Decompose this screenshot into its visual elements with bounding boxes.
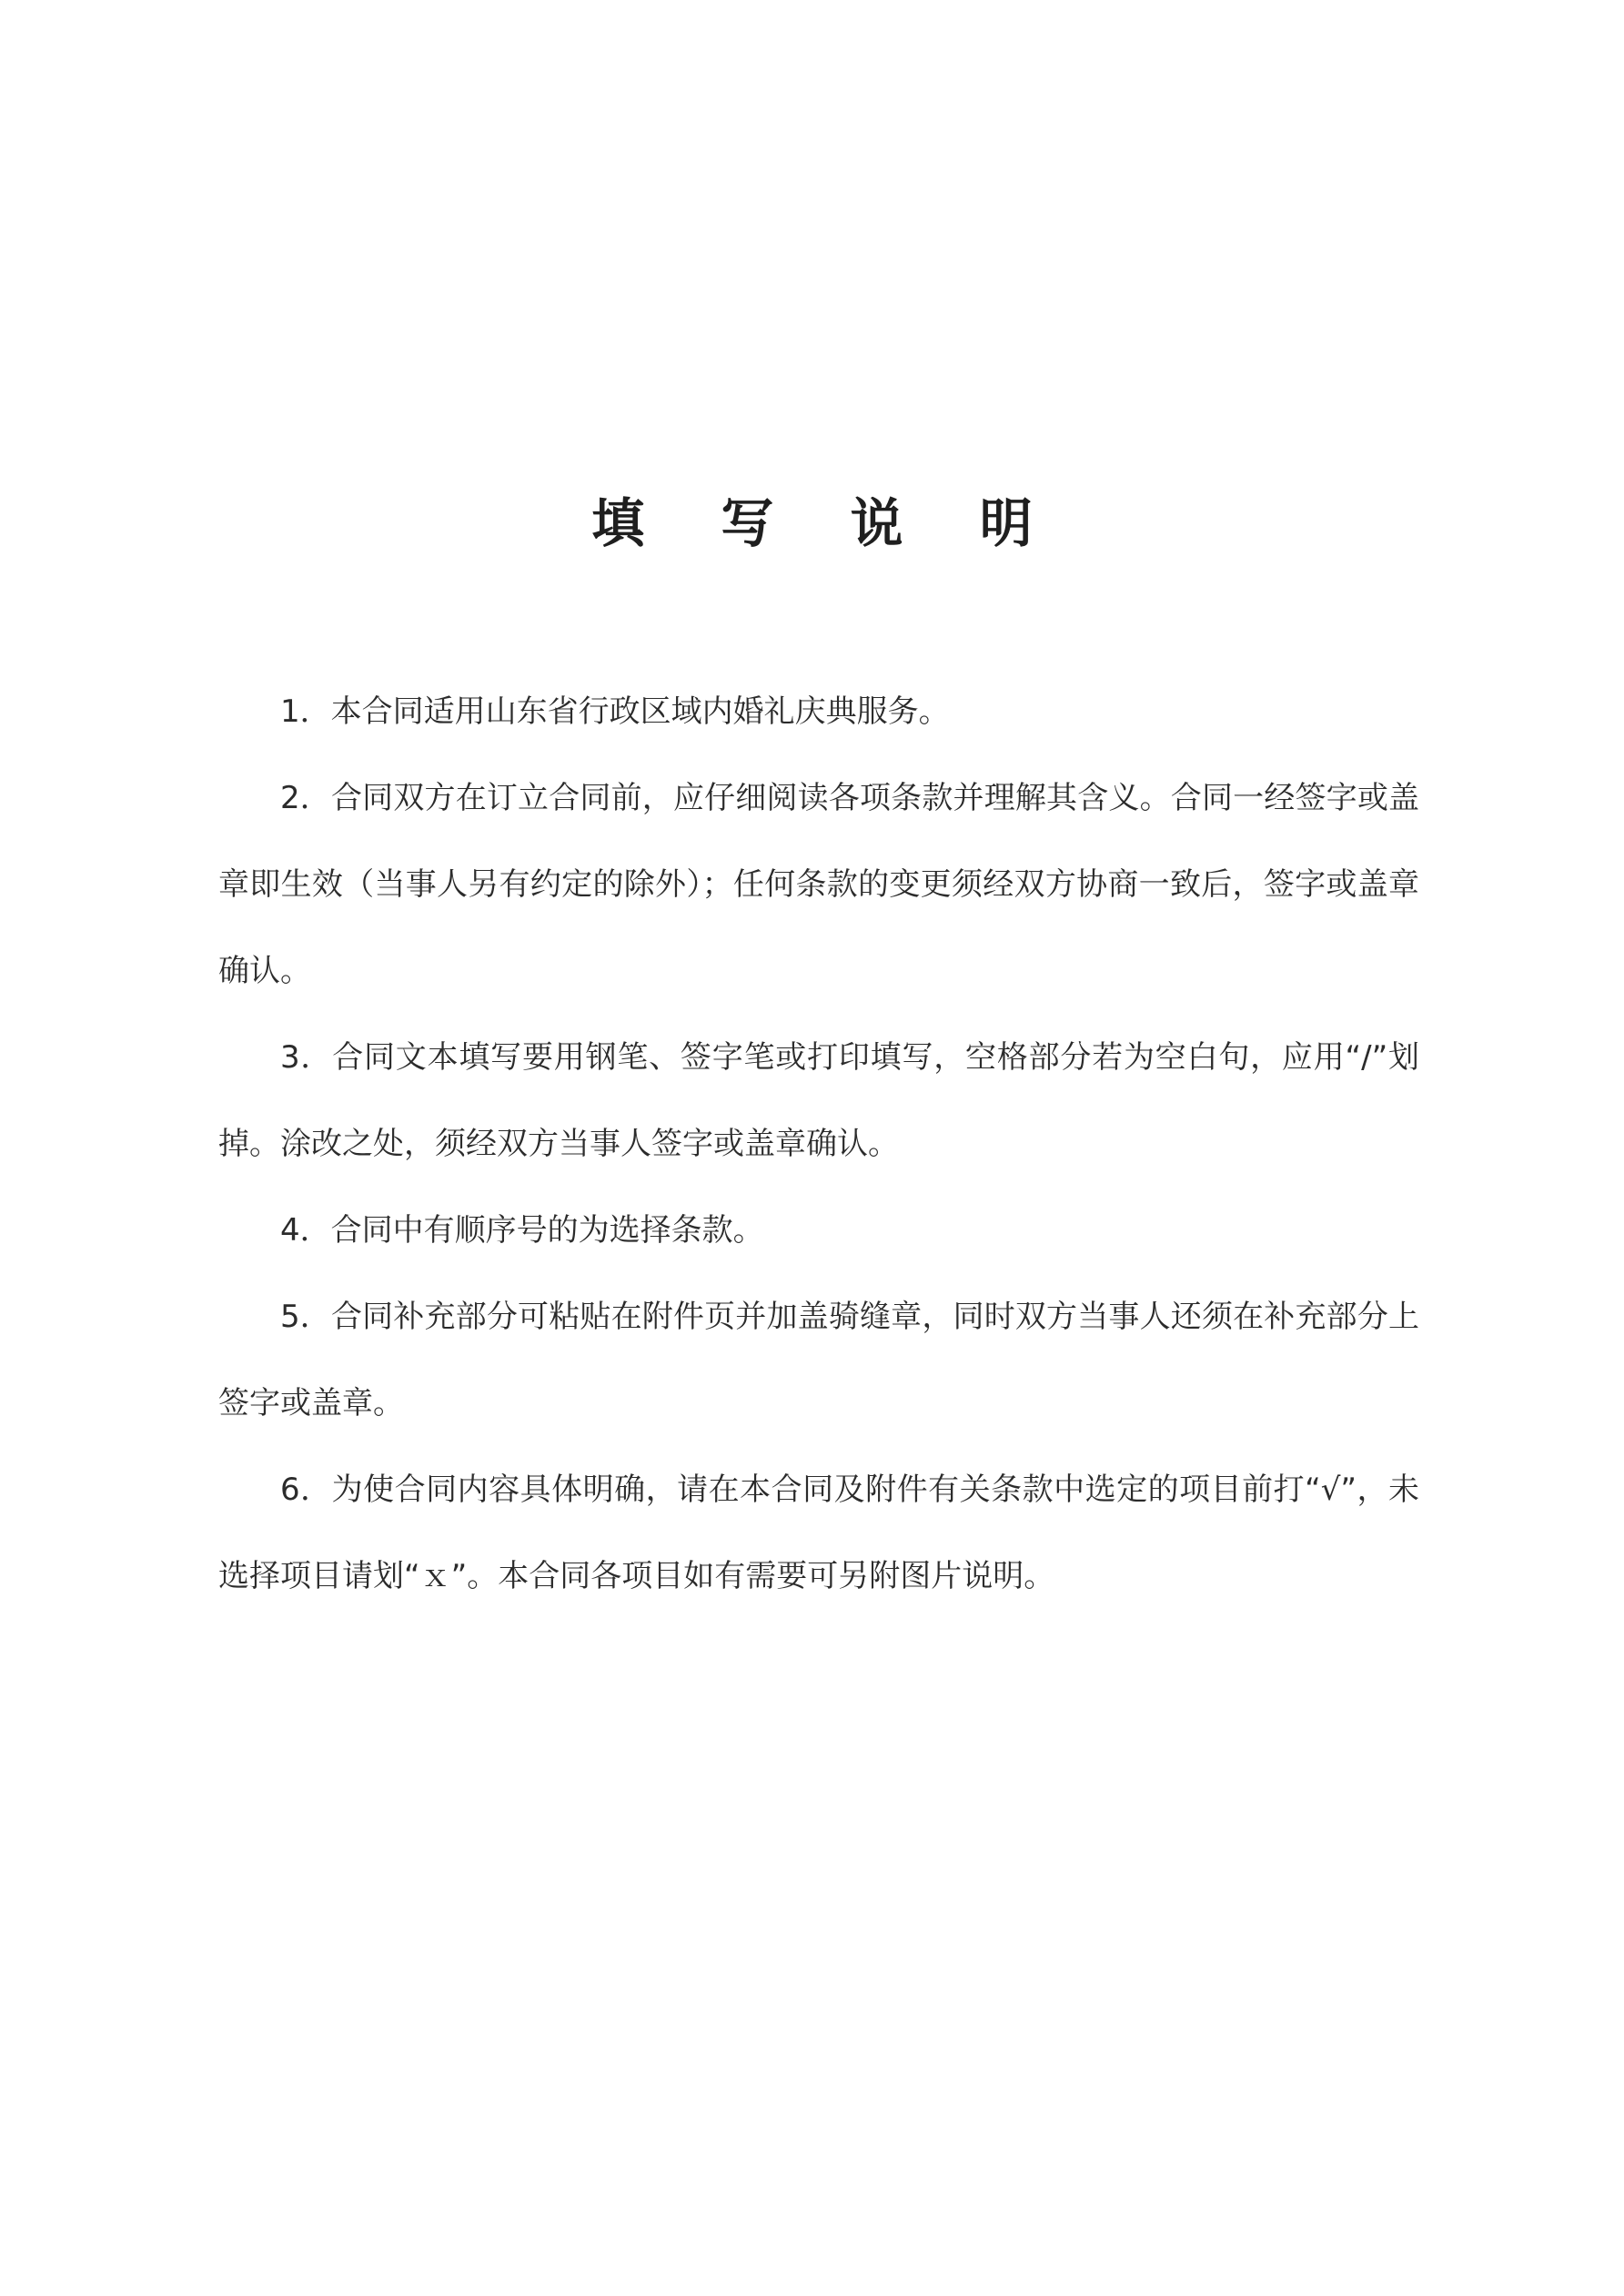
instruction-item-6 [218,1447,1419,1620]
item-text: 合同补充部分可粘贴在附件页并加盖骑缝章，同时双方当事人还须在补充部分上签字或盖章。 [218,1299,1420,1421]
item-text: 本合同适用山东省行政区域内婚礼庆典服务。 [330,693,950,730]
item-text: 合同文本填写要用钢笔、签字笔或打印填写，空格部分若为空白句，应用“/”划掉。涂改之处，须经双方当事人签字或盖章确认。 [218,1039,1419,1162]
page-title: 填 写 说 明 [591,492,1062,554]
item-text: 合同双方在订立合同前，应仔细阅读各项条款并理解其含义。合同一经签字或盖章即生效（当事人另有约定的除外）；任何条款的变更须经双方协商一致后，签字或盖章确认。 [218,780,1420,989]
item-text: 合同中有顺序号的为选择条款。 [330,1212,764,1249]
instruction-item-2 [218,755,1419,1015]
instruction-item-1 [218,669,1419,755]
item-number: 2． [280,780,331,816]
instruction-item-3 [218,1015,1419,1188]
item-text: 为使合同内容具体明确，请在本合同及附件有关条款中选定的项目前打“√”，未选择项目请划“ｘ”。本合同各项目如有需要可另附图片说明。 [218,1472,1419,1594]
item-number: 3． [280,1039,333,1076]
item-number: 5． [280,1299,331,1335]
item-number: 6． [280,1472,332,1508]
item-number: 1． [280,693,331,730]
item-number: 4． [280,1212,331,1249]
instruction-item-5 [218,1274,1419,1447]
instructions-list [218,669,1419,1620]
instruction-item-4 [218,1188,1419,1274]
